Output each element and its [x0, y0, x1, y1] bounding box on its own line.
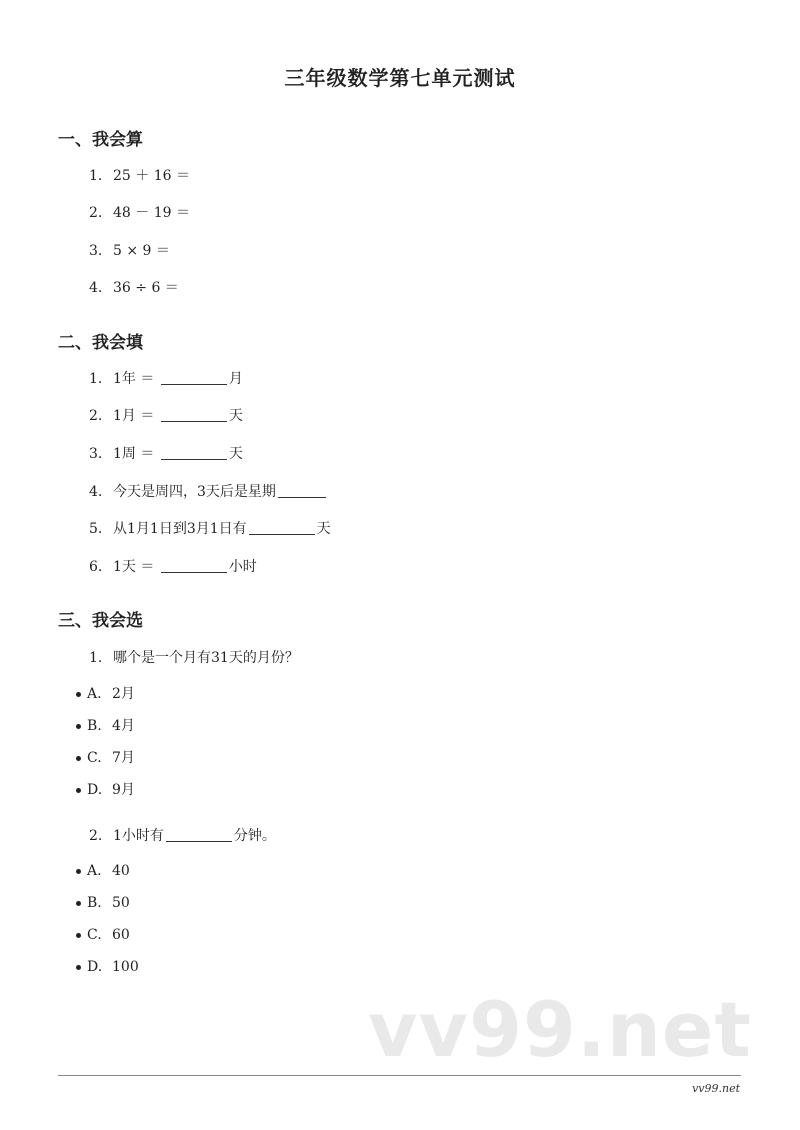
calc-question	[89, 202, 190, 222]
question-text-after: 天	[228, 446, 243, 462]
option-text: 2月	[112, 686, 135, 702]
answer-blank[interactable]	[166, 827, 232, 842]
question-text-after: 天	[228, 408, 243, 424]
choice-option[interactable]	[76, 895, 130, 911]
question-text-after: 小时	[228, 559, 257, 575]
question-text: 1年 ＝	[113, 371, 159, 387]
question-text: 48 － 19 ＝	[113, 205, 190, 221]
question-text: 今天是周四，3天后是星期	[113, 484, 276, 500]
section-heading-fill: 二、我会填	[58, 333, 143, 353]
question-text: 哪个是一个月有31天的月份？	[113, 650, 299, 666]
bullet-icon	[76, 692, 81, 697]
question-number: 2.	[89, 205, 103, 221]
choice-option[interactable]	[76, 959, 139, 975]
page-title: 三年级数学第七单元测试	[284, 66, 516, 90]
question-text: 1天 ＝	[113, 559, 159, 575]
choice-option[interactable]	[76, 927, 130, 943]
calc-question	[89, 165, 190, 185]
footer-site: vv99.net	[692, 1082, 740, 1095]
option-letter: D.	[87, 782, 103, 798]
bullet-icon	[76, 869, 81, 874]
question-number: 2.	[89, 828, 103, 844]
option-text: 100	[112, 959, 139, 975]
choice-question	[89, 825, 276, 845]
fill-question	[89, 405, 243, 425]
option-text: 50	[112, 895, 130, 911]
answer-blank[interactable]	[161, 445, 227, 460]
calc-question	[89, 277, 179, 297]
option-letter: B.	[87, 895, 102, 911]
option-letter: B.	[87, 718, 102, 734]
question-text-after: 月	[228, 371, 243, 387]
question-number: 5.	[89, 521, 103, 537]
section-heading-calculate: 一、我会算	[58, 130, 143, 150]
question-number: 1.	[89, 168, 103, 184]
bullet-icon	[76, 933, 81, 938]
bullet-icon	[76, 756, 81, 761]
choice-question	[89, 647, 299, 667]
question-text: 36 ÷ 6 ＝	[113, 280, 179, 296]
option-letter: A.	[87, 686, 102, 702]
section-heading-choose: 三、我会选	[58, 611, 143, 631]
question-number: 3.	[89, 243, 103, 259]
option-text: 7月	[112, 750, 135, 766]
choice-option[interactable]	[76, 747, 135, 767]
option-text: 9月	[112, 782, 135, 798]
answer-blank[interactable]	[161, 370, 227, 385]
option-letter: C.	[87, 750, 102, 766]
question-text: 1小时有	[113, 828, 164, 844]
choice-option[interactable]	[76, 863, 130, 879]
question-text: 从1月1日到3月1日有	[113, 521, 247, 537]
option-text: 4月	[112, 718, 135, 734]
choice-option[interactable]	[76, 715, 135, 735]
fill-question	[89, 556, 257, 576]
choice-option[interactable]	[76, 683, 135, 703]
question-number: 1.	[89, 371, 103, 387]
bullet-icon	[76, 724, 81, 729]
question-number: 4.	[89, 484, 103, 500]
watermark: vv99.net	[368, 985, 752, 1074]
answer-blank[interactable]	[161, 558, 227, 573]
question-number: 1.	[89, 650, 103, 666]
answer-blank[interactable]	[249, 520, 315, 535]
question-number: 4.	[89, 280, 103, 296]
option-letter: A.	[87, 863, 102, 879]
option-letter: D.	[87, 959, 103, 975]
fill-question	[89, 481, 328, 501]
option-text: 40	[112, 863, 130, 879]
question-text: 5 × 9 ＝	[113, 243, 170, 259]
answer-blank[interactable]	[278, 483, 326, 498]
question-number: 6.	[89, 559, 103, 575]
choice-option[interactable]	[76, 779, 135, 799]
answer-blank[interactable]	[161, 407, 227, 422]
bullet-icon	[76, 788, 81, 793]
question-text-after: 天	[316, 521, 331, 537]
question-text: 25 ＋ 16 ＝	[113, 168, 190, 184]
question-text-after: 分钟。	[233, 828, 276, 844]
bullet-icon	[76, 901, 81, 906]
option-letter: C.	[87, 927, 102, 943]
footer-divider	[58, 1075, 741, 1076]
question-text: 1月 ＝	[113, 408, 159, 424]
fill-question	[89, 518, 331, 538]
question-number: 2.	[89, 408, 103, 424]
question-text: 1周 ＝	[113, 446, 159, 462]
option-text: 60	[112, 927, 130, 943]
fill-question	[89, 368, 243, 388]
fill-question	[89, 443, 243, 463]
calc-question	[89, 240, 170, 260]
bullet-icon	[76, 965, 81, 970]
question-number: 3.	[89, 446, 103, 462]
